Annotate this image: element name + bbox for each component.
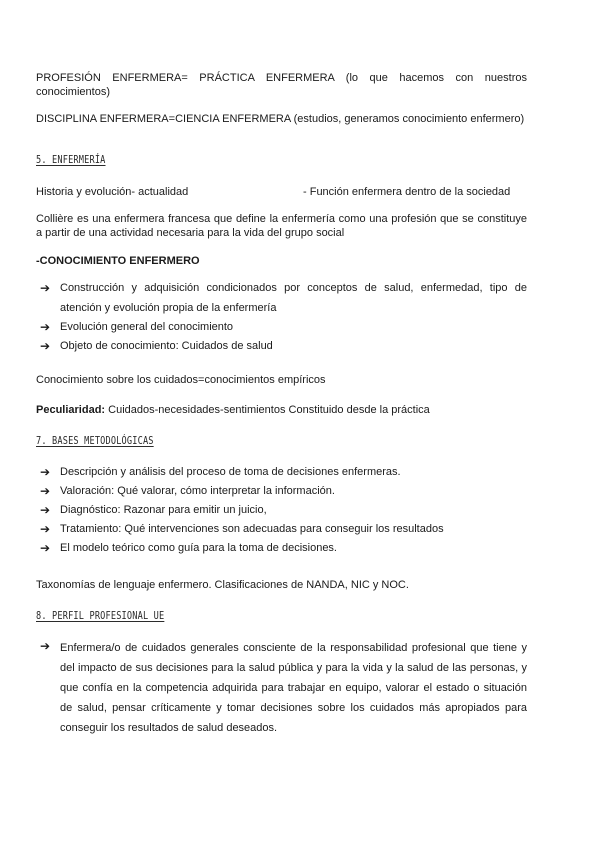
list-item — [36, 320, 527, 334]
bullet-text: Tratamiento: Qué intervenciones son adecuadas para conseguir los resultados — [60, 523, 444, 535]
conocimiento-title: -CONOCIMIENTO ENFERMERO — [36, 255, 200, 267]
disciplina-line: DISCIPLINA ENFERMERA=CIENCIA ENFERMERA (estudios, generamos conocimiento enfermero) — [36, 113, 525, 125]
list-item — [36, 465, 527, 479]
profesion-line: PROFESIÓN ENFERMERA= PRÁCTICA ENFERMERA (lo que hacemos con nuestros conocimientos) — [36, 72, 527, 98]
arrow-right-icon: ➔ — [40, 484, 51, 498]
list-item — [36, 484, 527, 498]
arrow-right-icon: ➔ — [40, 522, 51, 536]
bullet-text: Diagnóstico: Razonar para emitir un juicio, — [60, 504, 267, 516]
arrow-right-icon: ➔ — [40, 320, 51, 334]
list-item — [36, 339, 527, 353]
peculiaridad-label: Peculiaridad: — [36, 404, 106, 416]
arrow-right-icon: ➔ — [40, 503, 51, 517]
section-heading-bases-metodologicas: 7. BASES METODOLÓGICAS — [36, 435, 154, 447]
historia-left: Historia y evolución- actualidad — [36, 186, 189, 198]
arrow-right-icon: ➔ — [40, 639, 51, 653]
bullet-text: Descripción y análisis del proceso de toma de decisiones enfermeras. — [60, 466, 401, 478]
peculiaridad-line — [36, 403, 527, 417]
bullet-text: El modelo teórico como guía para la toma de decisiones. — [60, 542, 337, 554]
perfil-list — [36, 638, 527, 743]
bullet-text: Objeto de conocimiento: Cuidados de salud — [60, 340, 273, 352]
arrow-right-icon: ➔ — [40, 339, 51, 353]
arrow-right-icon: ➔ — [40, 281, 51, 295]
list-item — [36, 638, 527, 738]
taxonomias-line: Taxonomías de lenguaje enfermero. Clasificaciones de NANDA, NIC y NOC. — [36, 579, 409, 591]
list-item — [36, 281, 527, 318]
bullet-text: Evolución general del conocimiento — [60, 321, 234, 333]
colliere-paragraph: Collière es una enfermera francesa que define la enfermería como una profesión que se constituye a partir de una actividad necesaria para la vida del grupo social — [36, 213, 527, 239]
conocimiento-list — [36, 281, 527, 358]
arrow-right-icon: ➔ — [40, 465, 51, 479]
bullet-text: Valoración: Qué valorar, cómo interpretar la información. — [60, 485, 335, 497]
section-heading-enfermeria: 5. ENFERMERÍA — [36, 154, 106, 166]
list-item — [36, 541, 527, 555]
arrow-right-icon: ➔ — [40, 541, 51, 555]
historia-right: - Función enfermera dentro de la sociedad — [303, 186, 511, 198]
conocimiento-cuidados: Conocimiento sobre los cuidados=conocimientos empíricos — [36, 374, 326, 386]
peculiaridad-text: Cuidados-necesidades-sentimientos Constituido desde la práctica — [105, 404, 430, 416]
historia-row — [36, 185, 527, 199]
bases-list — [36, 465, 527, 560]
section-heading-perfil-profesional: 8. PERFIL PROFESIONAL UE — [36, 610, 165, 622]
bullet-text: Construcción y adquisición condicionados por conceptos de salud, enfermedad, tipo de atención y evolución propia de la enfermería — [60, 282, 527, 314]
bullet-text: Enfermera/o de cuidados generales consciente de la responsabilidad profesional que tiene y del impacto de sus decisiones para la salud pública y para la vida y la salud de las personas, y que confía en la competencia adquirida para trabajar en equipo, valorar el estado o situación de salud, pensar críticamente y tomar decisiones sobre los cuidados más apropiados para conseguir los resultados de salud deseados. — [60, 642, 527, 734]
list-item — [36, 522, 527, 536]
list-item — [36, 503, 527, 517]
